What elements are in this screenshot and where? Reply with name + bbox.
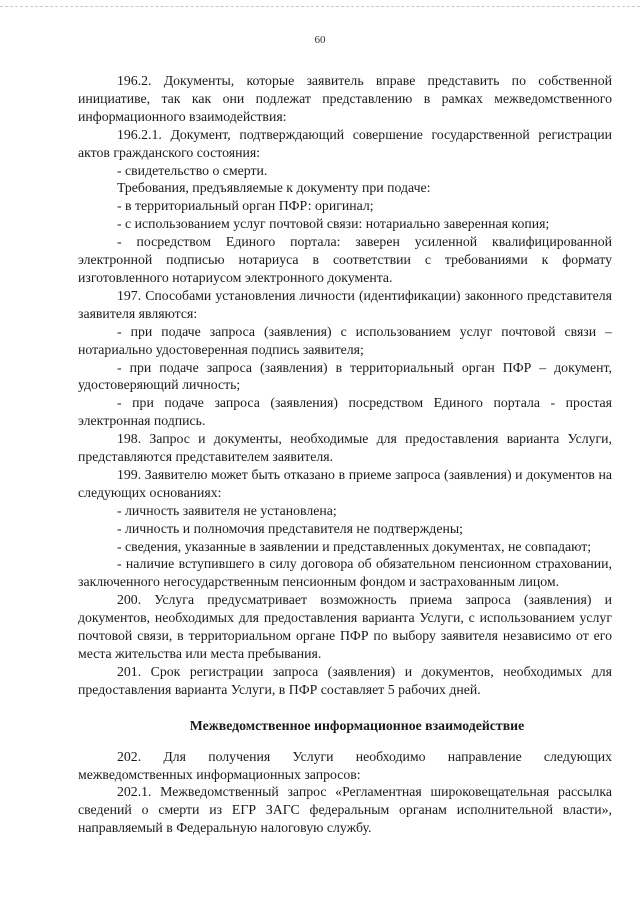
list-item-portal-simple-signature: - при подаче запроса (заявления) посредством Единого портала - простая электронная подпись. bbox=[78, 395, 612, 429]
list-item-authority-not-confirmed: - личность и полномочия представителя не подтверждены; bbox=[117, 520, 463, 536]
paragraph-198: 198. Запрос и документы, необходимые для предоставления варианта Услуги, представляются представителем заявителя. bbox=[78, 431, 612, 465]
scan-top-edge bbox=[0, 6, 640, 7]
list-item-data-mismatch: - сведения, указанные в заявлении и представленных документах, не совпадают; bbox=[117, 538, 592, 554]
list-item-pfr-original: - в территориальный орган ПФР: оригинал; bbox=[117, 198, 374, 214]
list-item-identity-not-established: - личность заявителя не установлена; bbox=[117, 502, 337, 518]
list-item-postal-signature: - при подаче запроса (заявления) с использованием услуг почтовой связи – нотариально удостоверенная подпись заявителя; bbox=[78, 323, 612, 357]
paragraph-199: 199. Заявителю может быть отказано в приеме запроса (заявления) и документов на следующих основаниях: bbox=[78, 466, 612, 500]
paragraph-197: 197. Способами установления личности (идентификации) законного представителя заявителя являются: bbox=[78, 287, 612, 321]
requirements-lead: Требования, предъявляемые к документу при подаче: bbox=[117, 180, 431, 196]
page-number: 60 bbox=[314, 34, 326, 46]
list-item-portal-signature: - посредством Единого портала: заверен усиленной квалифицированной электронной подписью нотариуса в соответствии с требованиями к формату изготовленного нотариусом электронного документа. bbox=[78, 234, 612, 285]
list-item-death-certificate: - свидетельство о смерти. bbox=[117, 162, 268, 178]
paragraph-200: 200. Услуга предусматривает возможность приема запроса (заявления) и документов, необходимых для предоставления варианта Услуги, с использованием услуг почтовой связи, в территориальном органе ПФР по выбору заявителя независимо от его места жительства или места пребывания. bbox=[78, 592, 612, 661]
paragraph-201: 201. Срок регистрации запроса (заявления) и документов, необходимых для предоставления варианта Услуги, в ПФР составляет 5 рабочих дней. bbox=[78, 663, 612, 697]
document-body bbox=[78, 72, 612, 837]
paragraph-202-1: 202.1. Межведомственный запрос «Регламентная широковещательная рассылка сведений о смерти из ЕГР ЗАГС федеральным органам исполнительной власти», направляемый в Федеральную налоговую службу. bbox=[78, 784, 612, 836]
list-item-postal-copy: - с использованием услуг почтовой связи: нотариально заверенная копия; bbox=[117, 216, 550, 232]
paragraph-196-2-1: 196.2.1. Документ, подтверждающий совершение государственной регистрации актов гражданского состояния: bbox=[78, 126, 612, 160]
paragraph-196-2: 196.2. Документы, которые заявитель вправе представить по собственной инициативе, так как они подлежат представлению в рамках межведомственного информационного взаимодействия: bbox=[78, 73, 612, 124]
section-heading: Межведомственное информационное взаимодействие bbox=[189, 717, 525, 733]
paragraph-202: 202. Для получения Услуги необходимо направление следующих межведомственных информационных запросов: bbox=[78, 748, 612, 782]
list-item-pfr-identity: - при подаче запроса (заявления) в территориальный орган ПФР – документ, удостоверяющий личность; bbox=[78, 359, 612, 393]
list-item-pension-contract: - наличие вступившего в силу договора об обязательном пенсионном страховании, заключенного негосударственным пенсионным фондом и застрахованным лицом. bbox=[78, 556, 612, 590]
